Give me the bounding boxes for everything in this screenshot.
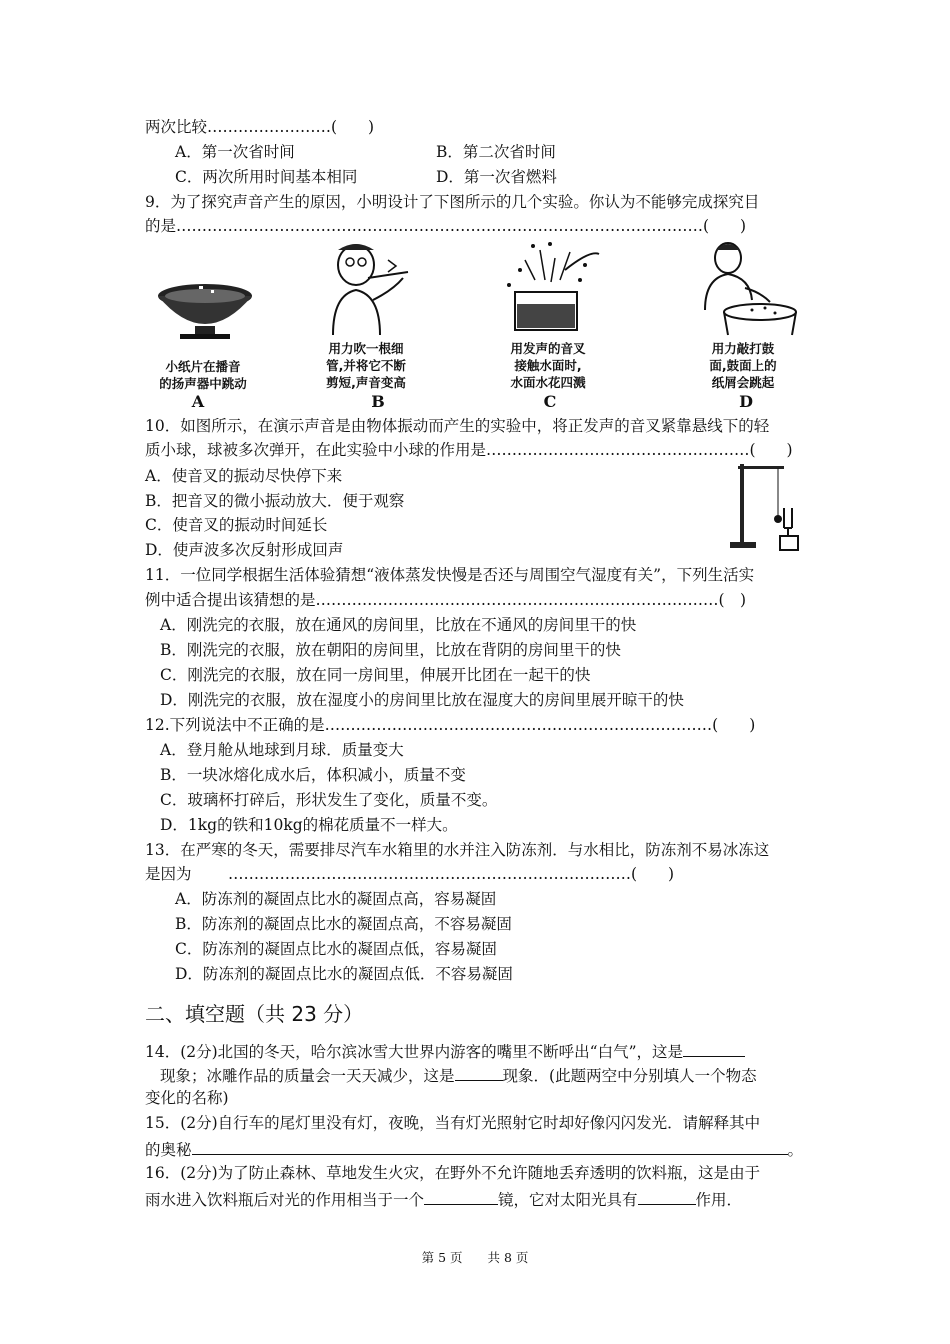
q10-option-a: A．使音叉的振动尽快停下来	[145, 467, 343, 485]
q14-line-1	[145, 1040, 745, 1062]
q11-line-2: 例中适合提出该猜想的是……………………………………………………………………( )	[145, 591, 747, 609]
q12-option-a: A．登月舱从地球到月球．质量变大	[160, 741, 404, 759]
q13-option-d: D．防冻剂的凝固点比水的凝固点低．不容易凝固	[175, 965, 513, 983]
q16-text-2a: 雨水进入饮料瓶后对光的作用相当于一个	[145, 1191, 425, 1209]
q12-line-1: 12.下列说法中不正确的是…………………………………………………………………( )	[145, 716, 756, 734]
q9-line-1: 9．为了探究声音产生的原因，小明设计了下图所示的几个实验。你认为不能够完成探究目	[145, 193, 760, 211]
figure-c-letter: C	[543, 392, 557, 411]
q15-blank[interactable]	[192, 1138, 788, 1155]
q12-option-d: D．1kg的铁和10kg的棉花质量不一样大。	[160, 816, 458, 834]
q11-option-d: D．刚洗完的衣服，放在湿度小的房间里比放在湿度大的房间里展开晾干的快	[160, 691, 684, 709]
q11-option-c: C．刚洗完的衣服，放在同一房间里，伸展开比团在一起干的快	[160, 666, 591, 684]
q13-option-c: C．防冻剂的凝固点比水的凝固点低，容易凝固	[175, 940, 497, 958]
figure-d-caption-2: 面,鼓面上的	[709, 358, 777, 373]
q10-option-c: C．使音叉的振动时间延长	[145, 516, 328, 534]
q12-option-c: C．玻璃杯打碎后，形状发生了变化，质量不变。	[160, 791, 498, 809]
figure-b-caption-2: 管,并将它不断	[326, 358, 406, 373]
q8-option-d: D．第一次省燃料	[436, 168, 557, 186]
q16-blank-2[interactable]	[638, 1188, 696, 1205]
q16-text-2c: 作用．	[695, 1191, 743, 1209]
q10-line-1: 10．如图所示，在演示声音是由物体振动而产生的实验中，将正发声的音叉紧靠悬线下的轻	[145, 417, 770, 435]
figure-b-caption-1: 用力吹一根细	[328, 341, 404, 356]
figure-c-caption-1: 用发声的音叉	[510, 341, 586, 356]
tuning-fork-water-figure	[495, 240, 605, 338]
q8-tail: 两次比较……………………( )	[145, 118, 375, 136]
q15-line-1: 15．(2分)自行车的尾灯里没有灯，夜晚，当有灯光照射它时却好像闪闪发光．请解释其中	[145, 1114, 761, 1132]
figure-a-letter: A	[191, 392, 205, 411]
q10-option-d: D．使声波多次反射形成回声	[145, 541, 344, 559]
q14-text-1: 14．(2分)北国的冬天，哈尔滨冰雪大世界内游客的嘴里不断呼出“白气”，这是	[145, 1043, 684, 1061]
section-title: 二、填空题（共 23 分）	[145, 1002, 364, 1026]
q13-option-a: A．防冻剂的凝固点比水的凝固点高，容易凝固	[175, 890, 497, 908]
q13-line-1: 13．在严寒的冬天，需要排尽汽车水箱里的水并注入防冻剂．与水相比，防冻剂不易冰冻这	[145, 841, 770, 859]
q14-line-3: 变化的名称)	[145, 1089, 229, 1107]
q13-line-2a: 是因为	[145, 865, 192, 883]
drum-figure	[690, 240, 800, 338]
q10-option-b: B．把音叉的微小振动放大．便于观察	[145, 492, 405, 510]
figure-d-caption-1: 用力敲打鼓	[711, 341, 775, 356]
q8-option-b: B．第二次省时间	[436, 143, 556, 161]
q15-text-2b: 。	[787, 1141, 804, 1159]
q16-line-1: 16．(2分)为了防止森林、草地发生火灾，在野外不允许随地丢弃透明的饮料瓶，这是由于	[145, 1164, 761, 1182]
q14-text-2a: 现象；冰雕作品的质量会一天天减少，这是	[160, 1067, 455, 1085]
figure-b-letter: B	[371, 392, 385, 411]
q14-text-2b: 现象．(此题两空中分别填人一个物态	[502, 1067, 757, 1085]
q16-line-2	[145, 1188, 742, 1210]
figure-c-caption-2: 接触水面时,	[514, 358, 582, 373]
q14-blank-2[interactable]	[455, 1064, 503, 1081]
q10-line-2: 质小球，球被多次弹开，在此实验中小球的作用是……………………………………………( )	[145, 441, 793, 459]
q14-blank-1[interactable]	[683, 1040, 745, 1057]
figure-a-caption-1: 小纸片在播音	[165, 359, 241, 374]
blowing-man-figure	[318, 240, 418, 340]
tuning-fork-pendulum-figure	[728, 460, 804, 554]
q11-option-b: B．刚洗完的衣服，放在朝阳的房间里，比放在背阴的房间里干的快	[160, 641, 621, 659]
figure-a-caption-2: 的扬声器中跳动	[159, 376, 247, 391]
figure-b-caption-3: 剪短,声音变高	[326, 375, 406, 390]
q14-line-2	[160, 1064, 757, 1086]
page-footer: 第 5 页 共 8 页	[421, 1250, 529, 1265]
q8-option-c: C．两次所用时间基本相同	[175, 168, 358, 186]
q15-line-2	[145, 1138, 803, 1160]
q8-option-a: A．第一次省时间	[175, 143, 295, 161]
q16-blank-1[interactable]	[424, 1188, 498, 1205]
q12-option-b: B．一块冰熔化成水后，体积减小，质量不变	[160, 766, 466, 784]
q11-option-a: A．刚洗完的衣服，放在通风的房间里，比放在不通风的房间里干的快	[160, 616, 637, 634]
q13-line-2b: ……………………………………………………………………( )	[228, 865, 675, 883]
q15-text-2a: 的奥秘	[145, 1141, 192, 1159]
figure-d-letter: D	[739, 392, 753, 411]
q11-line-1: 11．一位同学根据生活体验猜想“液体蒸发快慢是否还与周围空气湿度有关”，下列生活实	[145, 566, 755, 584]
figure-d-caption-3: 纸屑会跳起	[711, 375, 775, 390]
speaker-figure	[155, 282, 255, 344]
q9-line-2: 的是…………………………………………………………………………………………( )	[145, 217, 747, 235]
q13-option-b: B．防冻剂的凝固点比水的凝固点高，不容易凝固	[175, 915, 512, 933]
q16-text-2b: 镜，它对太阳光具有	[498, 1191, 638, 1209]
figure-c-caption-3: 水面水花四溅	[510, 375, 586, 390]
